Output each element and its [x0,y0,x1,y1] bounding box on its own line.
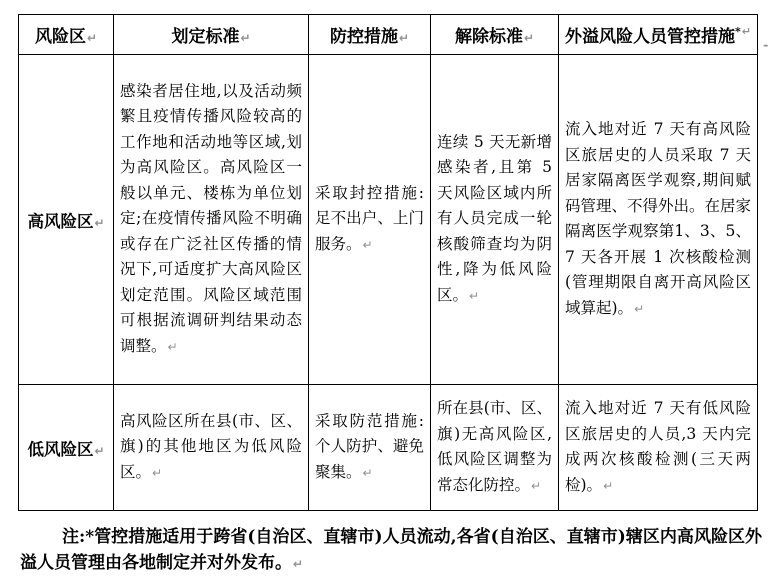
end-of-row-mark: - [763,38,769,53]
paragraph-mark-icon: ↵ [167,339,178,354]
header-row [19,15,758,55]
cell-text: 采取封控措施:足不出户、上门服务。 [315,183,424,253]
table-row-high-risk [19,55,758,385]
risk-zone-table [18,14,758,511]
cell-text: 高风险区所在县(市、区、旗)的其他地区为低风险区。 [120,411,302,481]
zone-label: 高风险区 [27,211,94,231]
cell-high-risk-spillover-measures [559,55,758,385]
paragraph-mark-icon: ↵ [293,557,304,571]
footnote [20,524,762,577]
cell-text: 连续 5 天无新增感染者,且第 5 天风险区域内所有人员完成一轮核酸筛查均为阴性,降为低风险区。 [437,132,552,304]
paragraph-mark-icon: ↵ [94,215,105,230]
header-risk-zone [19,15,114,55]
cell-text: 感染者居住地,以及活动频繁且疫情传播风险较高的工作地和活动地等区域,划为高风险区。高风险区一般以单元、楼栋为单位划定;在疫情传播风险不明确或存在广泛社区传播的情况下,可适度扩大高风险区划定范围。风险区域范围可根据流调研判结果动态调整。 [120,81,302,355]
asterisk-mark: * [735,25,741,39]
cell-high-risk-criteria [114,55,309,385]
paragraph-mark-icon: ↵ [94,443,105,458]
cell-low-risk-control-measures [309,385,431,511]
paragraph-mark-icon: ↵ [152,465,163,480]
header-control-measures-label: 防控措施 [329,27,398,47]
cell-text: 流入地对近 7 天有低风险区旅居史的人员,3 天内完成两次核酸检测(三天两检)。 [565,399,751,494]
cell-text: 采取防范措施:个人防护、避免聚集。 [315,411,424,481]
paragraph-mark-icon: ↵ [531,478,542,493]
paragraph-mark-icon: ↵ [240,31,251,45]
cell-high-risk-control-measures [309,55,431,385]
paragraph-mark-icon: ↵ [523,31,535,45]
paragraph-mark-icon: ↵ [634,301,645,316]
header-spillover-control [559,15,758,55]
header-release-criteria-label: 解除标准 [454,27,523,47]
cell-high-risk-zone-label [19,55,114,385]
paragraph-mark-icon: ↵ [362,237,373,252]
cell-low-risk-criteria [114,385,309,511]
table-row-low-risk [19,385,758,511]
cell-low-risk-zone-label [19,385,114,511]
cell-high-risk-release-criteria [431,55,559,385]
header-control-measures [309,15,431,55]
header-designation-criteria [114,15,309,55]
paragraph-mark-icon: ↵ [603,478,614,493]
footnote-reference [735,25,751,38]
paragraph-mark-icon: ↵ [362,465,373,480]
cell-text: 流入地对近 7 天有高风险区旅居史的人员采取 7 天居家隔离医学观察,期间赋码管理、不得外出。在居家隔离医学观察第1、3、5、7 天各开展 1 次核酸检测(管理期限自离开高风险区域算起)。 [565,120,752,317]
header-release-criteria [431,15,559,55]
header-spillover-control-label: 外溢风险人员管控措施 [565,27,735,47]
cell-text: 所在县(市、区、旗)无高风险区,低风险区调整为常态化防控。 [437,399,552,494]
paragraph-mark-icon: ↵ [86,31,98,45]
zone-label: 低风险区 [27,439,94,459]
footnote-text: 注:*管控措施适用于跨省(自治区、直辖市)人员流动,各省(自治区、直辖市)辖区内高风险区外溢人员管理由各地制定并对外发布。 [20,527,762,573]
paragraph-mark-icon: ↵ [398,31,410,45]
cell-low-risk-spillover-measures [559,385,758,511]
header-risk-zone-label: 风险区 [34,27,86,47]
paragraph-mark-icon: ↵ [741,25,751,39]
paragraph-mark-icon: ↵ [469,288,480,303]
cell-low-risk-release-criteria [431,385,559,511]
header-designation-criteria-label: 划定标准 [171,27,240,47]
